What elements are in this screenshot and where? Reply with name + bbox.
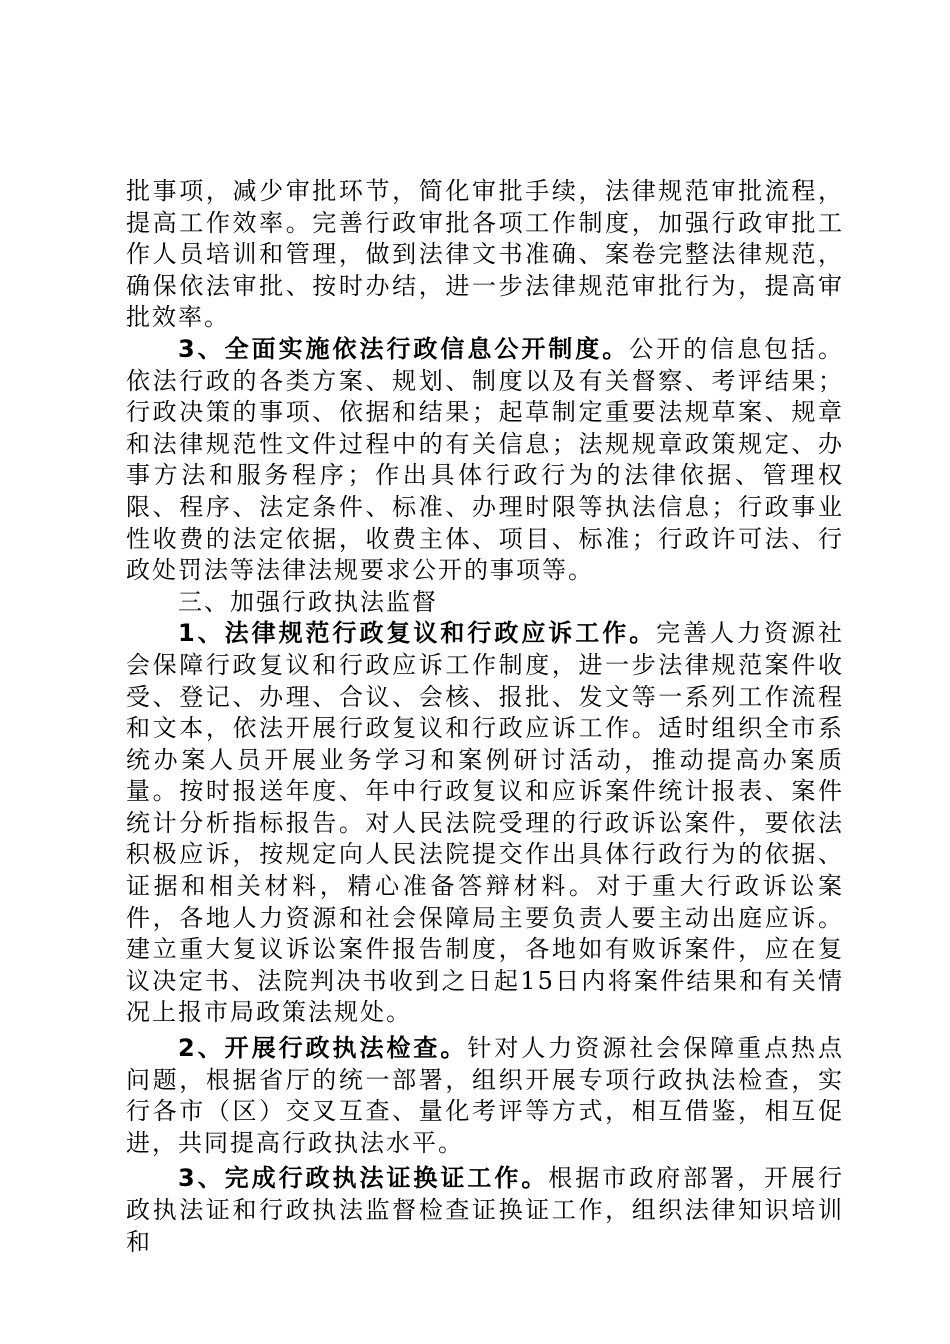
paragraph-certificate-renewal (126, 1163, 844, 1258)
section-heading-text: 三、加强行政执法监督 (178, 587, 438, 616)
paragraph-text: 根据市政府部署，开展行政执法证和行政执法监督检查证换证工作，组织法律知识培训和 (126, 1164, 845, 1256)
paragraph-heading: 2、开展行政执法检查。 (178, 1034, 468, 1063)
section-heading-enforcement-supervision (126, 587, 844, 619)
paragraph-enforcement-inspection (126, 1033, 844, 1159)
paragraph-reconsideration-litigation (126, 618, 844, 1029)
paragraph-approval-continuation (126, 176, 844, 334)
paragraph-text: 公开的信息包括。依法行政的各类方案、规划、制度以及有关督察、考评结果；行政决策的事项、依据和结果；起草制定重要法规草案、规章和法律规范性文件过程中的有关信息；法规规章政策规定、办事方法和服务程序；作出具体行政行为的法律依据、管理权限、程序、法定条件、标准、办理时限等执法信息；行政事业性收费的法定依据，收费主体、项目、标准；行政许可法、行政处罚法等法律法规要求公开的事项等。 (126, 334, 844, 585)
paragraph-text: 批事项，减少审批环节，简化审批手续，法律规范审批流程，提高工作效率。完善行政审批各项工作制度，加强行政审批工作人员培训和管理，做到法律文书准确、案卷完整法律规范，确保依法审批、按时办结，进一步法律规范审批行为，提高审批效率。 (126, 177, 844, 332)
paragraph-heading: 1、法律规范行政复议和行政应诉工作。 (178, 619, 657, 648)
paragraph-heading: 3、全面实施依法行政信息公开制度。 (178, 334, 630, 363)
paragraph-text: 完善人力资源社会保障行政复议和行政应诉工作制度，进一步法律规范案件收受、登记、办理、合议、会核、报批、发文等一系列工作流程和文本，依法开展行政复议和行政应诉工作。适时组织全市系统办案人员开展业务学习和案例研讨活动，推动提高办案质量。按时报送年度、年中行政复议和应诉案件统计报表、案件统计分析指标报告。对人民法院受理的行政诉讼案件，要依法积极应诉，按规定向人民法院提交作出具体行政行为的依据、证据和相关材料，精心准备答辩材料。对于重大行政诉讼案件，各地人力资源和社会保障局主要负责人要主动出庭应诉。建立重大复议诉讼案件报告制度，各地如有败诉案件，应在复议决定书、法院判决书收到之日起15日内将案件结果和有关情况上报市局政策法规处。 (126, 619, 844, 1027)
document-body (126, 176, 844, 1258)
paragraph-text: 针对人力资源社会保障重点热点问题，根据省厅的统一部署，组织开展专项行政执法检查，实行各市（区）交叉互查、量化考评等方式，相互借鉴，相互促进，共同提高行政执法水平。 (126, 1034, 845, 1157)
paragraph-heading: 3、完成行政执法证换证工作。 (178, 1164, 549, 1193)
paragraph-info-disclosure (126, 334, 844, 587)
